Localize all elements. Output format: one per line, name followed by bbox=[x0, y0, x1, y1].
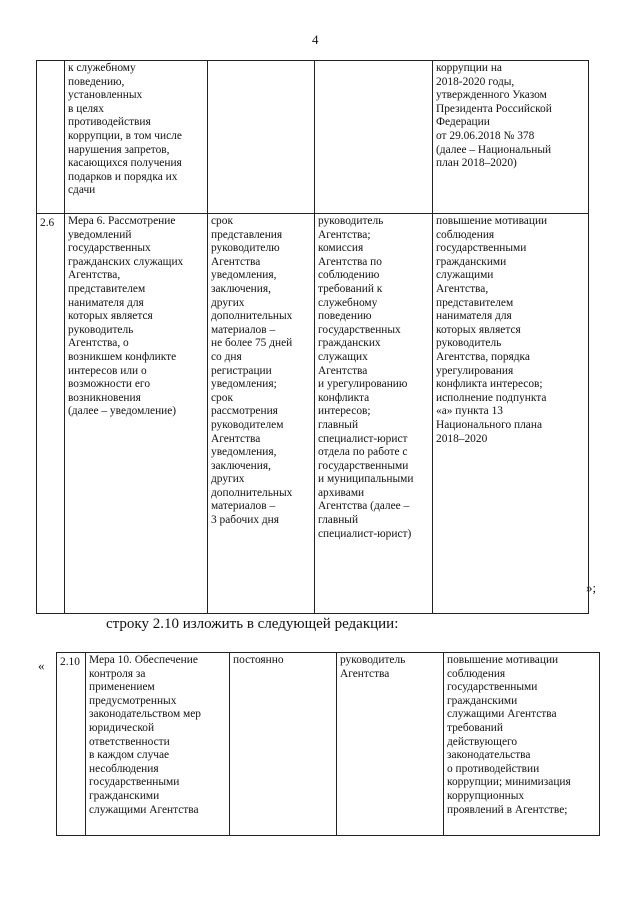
row-number-cell: 2.6 bbox=[37, 214, 65, 614]
table-row bbox=[37, 61, 589, 214]
row-number-cell: 2.10 bbox=[57, 653, 86, 836]
result-cell: повышение мотивации соблюдения государственными гражданскими служащими Агентства требований действующего законодательства о противодействии коррупции; минимизация коррупционных проявлений в Агентстве; bbox=[444, 653, 600, 836]
responsible-cell: руководитель Агентства bbox=[337, 653, 444, 836]
result-cell: повышение мотивации соблюдения государственными гражданскими служащими Агентства, представителем нанимателя для которых является руководитель Агентства, порядка урегулирования конфликта интересов; исполнение подпункта «а» пункта 13 Национального плана 2018–2020 bbox=[433, 214, 589, 614]
row-number-cell bbox=[37, 61, 65, 214]
page-number: 4 bbox=[312, 32, 319, 47]
term-cell: постоянно bbox=[230, 653, 337, 836]
instruction-text: строку 2.10 изложить в следующей редакции: bbox=[106, 616, 399, 632]
table-row bbox=[57, 653, 600, 836]
table-row bbox=[37, 214, 589, 614]
measure-cell: Мера 10. Обеспечение контроля за применением предусмотренных законодательством мер юридической ответственности в каждом случае несоблюдения государственными гражданскими служащими Агентства bbox=[86, 653, 230, 836]
measures-table bbox=[36, 60, 589, 614]
measure-cell: Мера 6. Рассмотрение уведомлений государственных гражданских служащих Агентства, представителем нанимателя для которых является руководитель Агентства, о возникшем конфликте интересов или о возможности его возникновения (далее – уведомление) bbox=[65, 214, 208, 614]
measure-cell: к служебному поведению, установленных в целях противодействия коррупции, в том числе нарушения запретов, касающихся получения подарков и порядка их сдачи bbox=[65, 61, 208, 214]
responsible-cell bbox=[315, 61, 433, 214]
closing-quote-mark: »; bbox=[586, 580, 597, 595]
term-cell: срок представления руководителю Агентства уведомления, заключения, других дополнительных материалов – не более 75 дней со дня регистрации уведомления; срок рассмотрения руководителем Агентства уведомления, заключения, других дополнительных материалов – 3 рабочих дня bbox=[208, 214, 315, 614]
responsible-cell: руководитель Агентства; комиссия Агентства по соблюдению требований к служебному поведению государственных гражданских служащих Агентства и урегулированию конфликта интересов; главный специалист-юрист отдела по работе с государственными и муниципальными архивами Агентства (далее – главный специалист-юрист) bbox=[315, 214, 433, 614]
result-cell: коррупции на 2018-2020 годы, утвержденного Указом Президента Российской Федерации от 29.06.2018 № 378 (далее – Национальный план 2018–2020) bbox=[433, 61, 589, 214]
opening-quote-mark: « bbox=[38, 658, 45, 673]
replacement-table bbox=[56, 652, 600, 836]
term-cell bbox=[208, 61, 315, 214]
